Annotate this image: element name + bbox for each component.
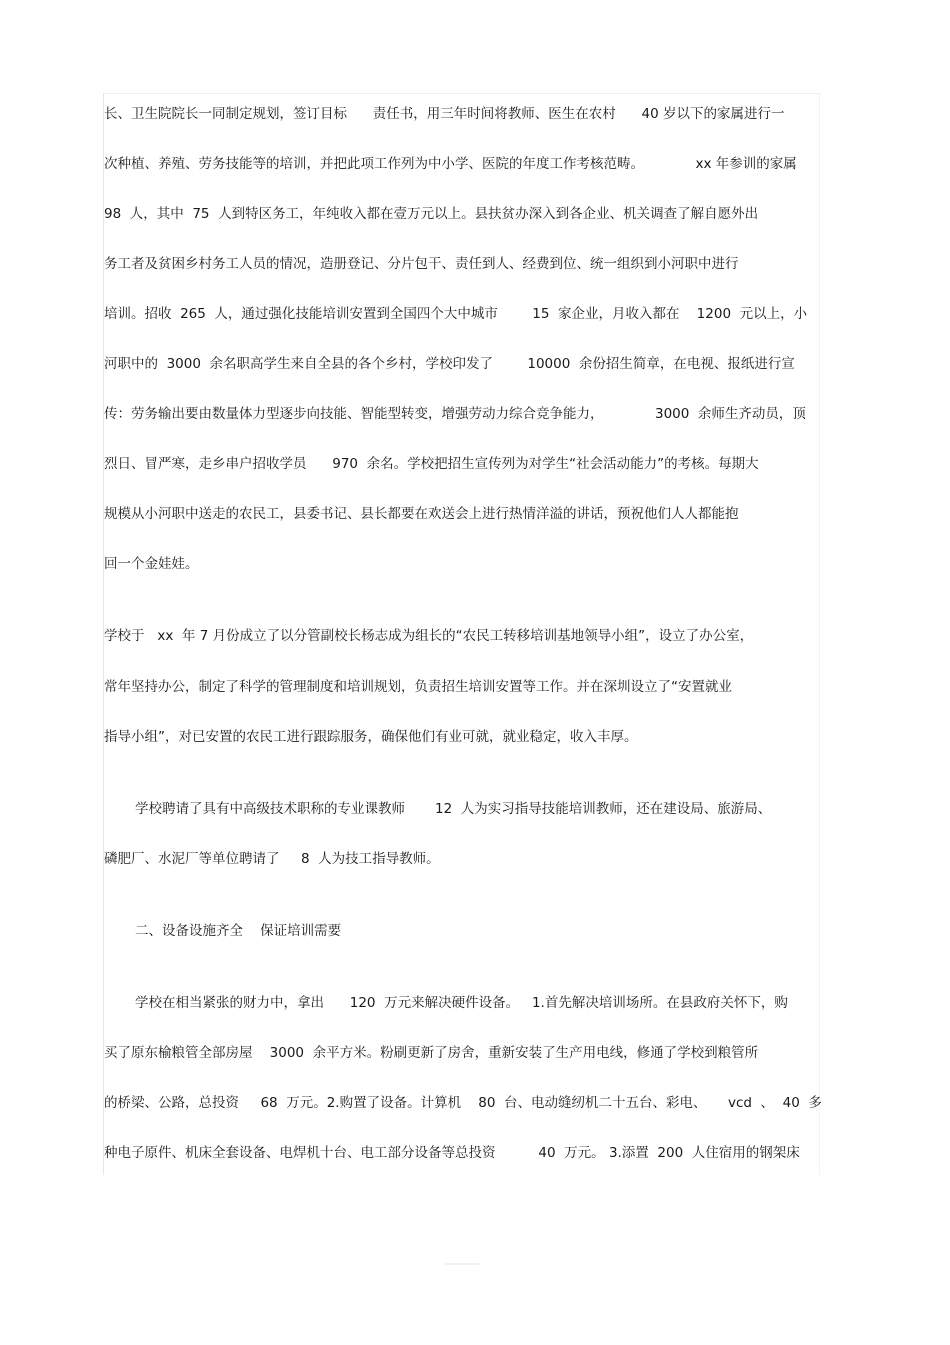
- text-line: 的桥梁、公路，总投资 68 万元。2.购置了设备。计算机 80 台、电动缝纫机二十五台、彩电、 vcd 、 40 多: [104, 1095, 822, 1111]
- text-line: 河职中的 3000 余名职高学生来自全县的各个乡村，学校印发了 10000 余份招生简章，在电视、报纸进行宣: [104, 356, 795, 372]
- text-line: 98 人，其中 75 人到特区务工，年纯收入都在壹万元以上。县扶贫办深入到各企业、机关调查了解自愿外出: [104, 206, 759, 222]
- text-line: 规模从小河职中送走的农民工，县委书记、县长都要在欢送会上进行热情洋溢的讲话，预祝他们人人都能抱: [104, 506, 739, 522]
- text-line: 指导小组”，对已安置的农民工进行跟踪服务，确保他们有业可就，就业稳定，收入丰厚。: [104, 729, 638, 745]
- text-line: 买了原东榆粮管全部房屋 3000 余平方米。粉刷更新了房舍，重新安装了生产用电线，修通了学校到粮管所: [104, 1045, 759, 1061]
- text-line: 次种植、养殖、劳务技能等的培训，并把此项工作列为中小学、医院的年度工作考核范畴。 xx 年参训的家属: [104, 156, 797, 172]
- text-line: 种电子原件、机床全套设备、电焊机十台、电工部分设备等总投资 40 万元。 3.添置 200 人住宿用的钢架床: [104, 1145, 800, 1161]
- text-line: 传：劳务输出要由数量体力型逐步向技能、智能型转变，增强劳动力综合竞争能力， 3000 余师生齐动员，顶: [104, 406, 806, 422]
- page-footer-mark: [445, 1263, 479, 1265]
- section-heading: 二、设备设施齐全 保证培训需要: [135, 923, 342, 939]
- text-line: 常年坚持办公，制定了科学的管理制度和培训规划，负责招生培训安置等工作。并在深圳设立了“安置就业: [104, 679, 732, 695]
- text-line: 学校于 xx 年 7 月份成立了以分管副校长杨志成为组长的“农民工转移培训基地领导小组”，设立了办公室，: [104, 628, 754, 644]
- text-line: 烈日、冒严寒，走乡串户招收学员 970 余名。学校把招生宣传列为对学生“社会活动能力”的考核。每期大: [104, 456, 759, 472]
- text-line: 学校聘请了具有中高级技术职称的专业课教师 12 人为实习指导技能培训教师，还在建设局、旅游局、: [135, 801, 772, 817]
- text-line: 长、卫生院院长一同制定规划，签订目标 责任书，用三年时间将教师、医生在农村 40 岁以下的家属进行一: [104, 106, 785, 122]
- text-line: 务工者及贫困乡村务工人员的情况，造册登记、分片包干、责任到人、经费到位、统一组织到小河职中进行: [104, 256, 739, 272]
- text-line: 磷肥厂、水泥厂等单位聘请了 8 人为技工指导教师。: [104, 851, 440, 867]
- text-line: 回一个金娃娃。: [104, 556, 199, 572]
- text-line: 培训。招收 265 人，通过强化技能培训安置到全国四个大中城市 15 家企业，月收入都在 1200 元以上，小: [104, 306, 808, 322]
- text-line: 学校在相当紧张的财力中，拿出 120 万元来解决硬件设备。 1.首先解决培训场所。在县政府关怀下，购: [135, 995, 788, 1011]
